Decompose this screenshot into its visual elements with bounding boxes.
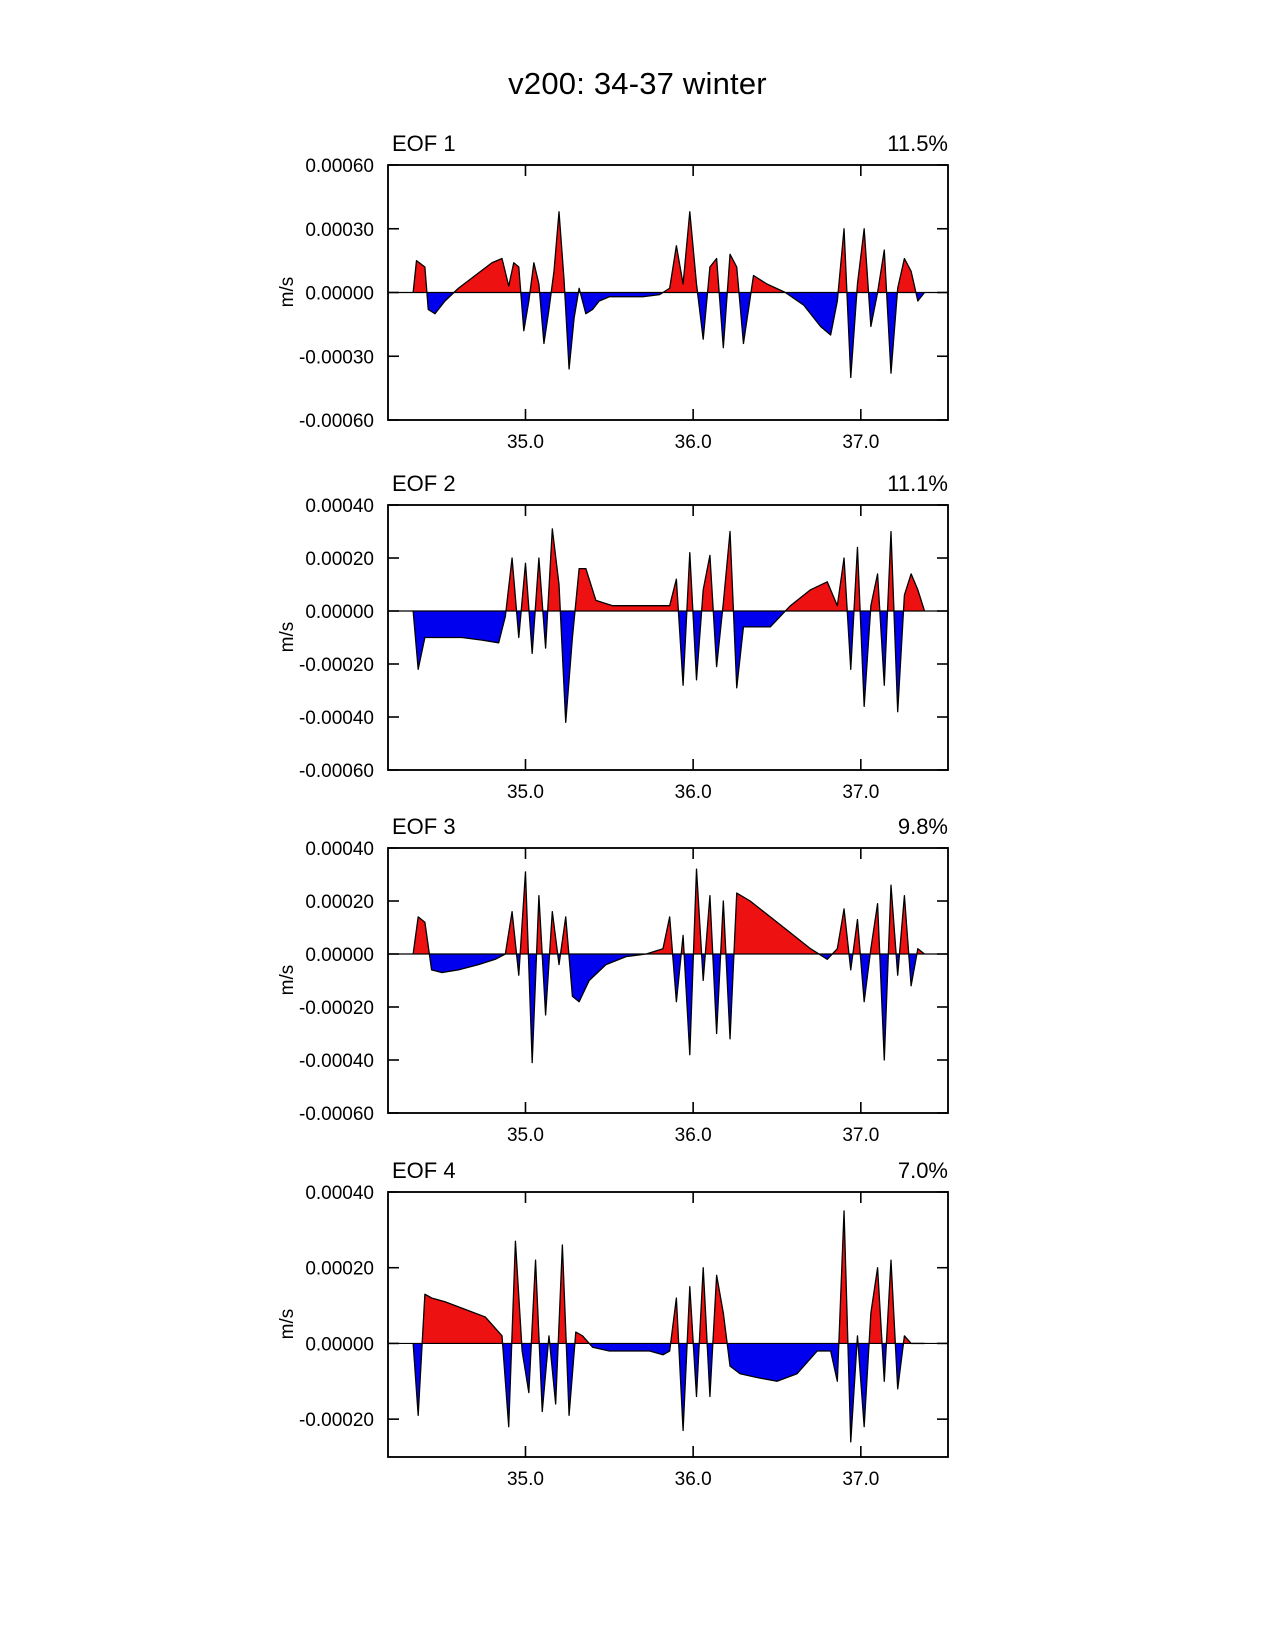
negative-area — [517, 611, 522, 638]
negative-area — [858, 1343, 869, 1426]
positive-area — [870, 904, 880, 954]
positive-area — [561, 917, 569, 954]
negative-area — [909, 954, 917, 986]
y-tick-label: 0.00040 — [305, 1183, 374, 1204]
negative-area — [847, 293, 857, 378]
negative-area — [713, 954, 721, 1034]
y-tick-label: -0.00030 — [298, 347, 374, 369]
positive-area — [721, 901, 726, 954]
negative-area — [698, 293, 708, 340]
y-tick-label: -0.00020 — [298, 655, 374, 676]
negative-area — [580, 293, 663, 314]
negative-area — [882, 1343, 886, 1381]
positive-area — [899, 896, 908, 954]
y-axis-label-2: m/s — [277, 621, 298, 652]
positive-area — [454, 259, 521, 293]
negative-area — [860, 954, 870, 1002]
negative-area — [702, 954, 706, 981]
negative-area — [726, 954, 734, 1039]
positive-area — [422, 1294, 502, 1343]
negative-area — [684, 954, 693, 1055]
y-tick-label: 0.00020 — [305, 892, 374, 913]
positive-area — [839, 1211, 848, 1344]
negative-area — [529, 611, 535, 653]
positive-area — [699, 1268, 707, 1344]
positive-area — [505, 912, 516, 954]
x-tick-label: 35.0 — [506, 782, 544, 803]
positive-area — [663, 212, 698, 293]
positive-area — [878, 250, 887, 293]
positive-area — [530, 263, 540, 293]
negative-area — [540, 293, 552, 344]
negative-area — [565, 293, 579, 370]
positive-area — [903, 574, 924, 611]
x-tick-label: 36.0 — [674, 1125, 712, 1146]
positive-area — [853, 920, 860, 954]
x-tick-label: 37.0 — [842, 432, 880, 453]
positive-area — [646, 917, 672, 954]
y-tick-label: 0.00000 — [305, 945, 374, 966]
positive-area — [548, 529, 561, 611]
y-tick-label: 0.00040 — [305, 839, 374, 860]
negative-area — [849, 954, 853, 970]
positive-area — [693, 869, 701, 954]
y-axis-label-1: m/s — [277, 276, 298, 307]
negative-area — [896, 954, 899, 975]
y-tick-label: 0.00000 — [305, 283, 374, 305]
negative-area — [539, 1343, 548, 1411]
positive-area — [727, 254, 739, 292]
negative-area — [517, 954, 521, 975]
y-tick-label: 0.00000 — [305, 1334, 374, 1356]
negative-area — [713, 611, 722, 667]
y-tick-label: -0.00040 — [298, 1051, 374, 1072]
positive-area — [512, 1241, 522, 1343]
y-tick-label: 0.00020 — [305, 549, 374, 570]
negative-area — [719, 293, 727, 348]
positive-area — [506, 558, 517, 611]
negative-area — [733, 611, 785, 688]
panel-label-2: EOF 2 — [392, 471, 456, 496]
positive-area — [521, 563, 529, 611]
positive-area — [897, 259, 916, 293]
y-tick-label: 0.00000 — [305, 602, 374, 623]
positive-area — [871, 574, 880, 611]
positive-area — [734, 893, 819, 954]
positive-area — [886, 1260, 895, 1343]
series-outline — [413, 529, 924, 722]
negative-area — [916, 293, 925, 302]
x-tick-label: 37.0 — [842, 782, 880, 803]
negative-area — [429, 954, 505, 973]
positive-area — [413, 917, 429, 954]
positive-area — [575, 1332, 589, 1343]
positive-area — [869, 1268, 882, 1344]
y-tick-label: 0.00040 — [305, 496, 374, 517]
x-tick-label: 35.0 — [506, 432, 544, 453]
x-tick-label: 35.0 — [506, 1469, 544, 1490]
negative-area — [503, 1343, 512, 1426]
panel-label-1: EOF 1 — [392, 131, 456, 156]
panel-label-3: EOF 3 — [392, 814, 456, 839]
positive-area — [832, 909, 849, 954]
x-tick-label: 37.0 — [842, 1125, 880, 1146]
negative-area — [847, 611, 854, 669]
positive-area — [857, 1336, 858, 1344]
series-outline — [413, 212, 924, 378]
positive-area — [785, 558, 847, 611]
positive-area — [687, 1287, 693, 1344]
positive-area — [681, 935, 684, 954]
negative-area — [589, 1343, 670, 1354]
y-tick-label: -0.00060 — [298, 761, 374, 782]
negative-area — [880, 611, 888, 685]
negative-area — [569, 954, 646, 1002]
positive-area — [713, 1275, 727, 1343]
negative-area — [894, 611, 904, 712]
y-tick-label: -0.00060 — [298, 1104, 374, 1125]
x-tick-label: 35.0 — [506, 1125, 544, 1146]
y-tick-label: -0.00040 — [298, 708, 374, 729]
negative-area — [413, 611, 506, 669]
positive-area — [854, 547, 860, 611]
y-tick-label: 0.00060 — [305, 156, 374, 177]
page-title: v200: 34-37 winter — [508, 66, 767, 101]
negative-area — [521, 293, 530, 331]
negative-area — [550, 1343, 559, 1404]
positive-area — [671, 1298, 679, 1343]
negative-area — [678, 611, 686, 685]
negative-area — [558, 954, 561, 965]
x-tick-label: 36.0 — [674, 432, 712, 453]
positive-area — [702, 555, 714, 611]
y-tick-label: 0.00030 — [305, 219, 374, 241]
positive-area — [413, 261, 427, 293]
panel-variance-3: 9.8% — [897, 814, 948, 839]
positive-area — [705, 896, 712, 954]
positive-area — [548, 1336, 549, 1344]
negative-area — [860, 611, 870, 706]
panel-variance-2: 11.1% — [887, 471, 948, 496]
positive-area — [888, 885, 896, 954]
negative-area — [869, 293, 878, 327]
negative-area — [693, 611, 702, 680]
panel-variance-4: 7.0% — [897, 1158, 948, 1183]
negative-area — [739, 293, 751, 344]
negative-area — [427, 293, 454, 314]
positive-area — [537, 896, 543, 954]
positive-area — [575, 569, 678, 611]
negative-area — [727, 1343, 839, 1381]
y-tick-label: 0.00020 — [305, 1258, 374, 1280]
series-outline — [413, 869, 924, 1062]
series-outline — [413, 1211, 924, 1442]
positive-area — [550, 912, 558, 954]
positive-area — [722, 532, 733, 612]
positive-area — [751, 276, 785, 293]
negative-area — [560, 611, 575, 722]
negative-area — [566, 1343, 575, 1415]
negative-area — [693, 1343, 699, 1396]
negative-area — [542, 954, 549, 1015]
negative-area — [848, 1343, 857, 1441]
positive-area — [520, 872, 528, 954]
panel-variance-1: 11.5% — [887, 131, 948, 156]
y-tick-label: -0.00020 — [298, 998, 374, 1019]
positive-area — [857, 229, 869, 293]
positive-area — [558, 1245, 566, 1343]
positive-area — [531, 1260, 539, 1343]
panel-label-4: EOF 4 — [392, 1158, 456, 1183]
y-axis-label-3: m/s — [277, 964, 298, 995]
negative-area — [887, 293, 898, 374]
positive-area — [888, 532, 894, 612]
x-tick-label: 36.0 — [674, 782, 712, 803]
y-tick-label: -0.00060 — [298, 411, 374, 432]
y-tick-label: -0.00020 — [298, 1410, 374, 1432]
negative-area — [707, 1343, 713, 1396]
negative-area — [528, 954, 536, 1063]
positive-area — [838, 229, 847, 293]
positive-area — [535, 558, 543, 611]
negative-area — [522, 1343, 532, 1392]
positive-area — [903, 1336, 924, 1344]
x-tick-label: 37.0 — [842, 1469, 880, 1490]
positive-area — [917, 949, 925, 954]
negative-area — [880, 954, 889, 1060]
negative-area — [543, 611, 548, 648]
negative-area — [673, 954, 682, 1002]
negative-area — [895, 1343, 903, 1388]
positive-area — [578, 288, 580, 292]
negative-area — [785, 293, 838, 336]
positive-area — [687, 553, 693, 611]
negative-area — [819, 954, 832, 959]
negative-area — [413, 1343, 422, 1415]
y-axis-label-4: m/s — [277, 1308, 298, 1339]
positive-area — [551, 212, 565, 293]
negative-area — [679, 1343, 687, 1430]
positive-area — [708, 259, 720, 293]
x-tick-label: 36.0 — [674, 1469, 712, 1490]
